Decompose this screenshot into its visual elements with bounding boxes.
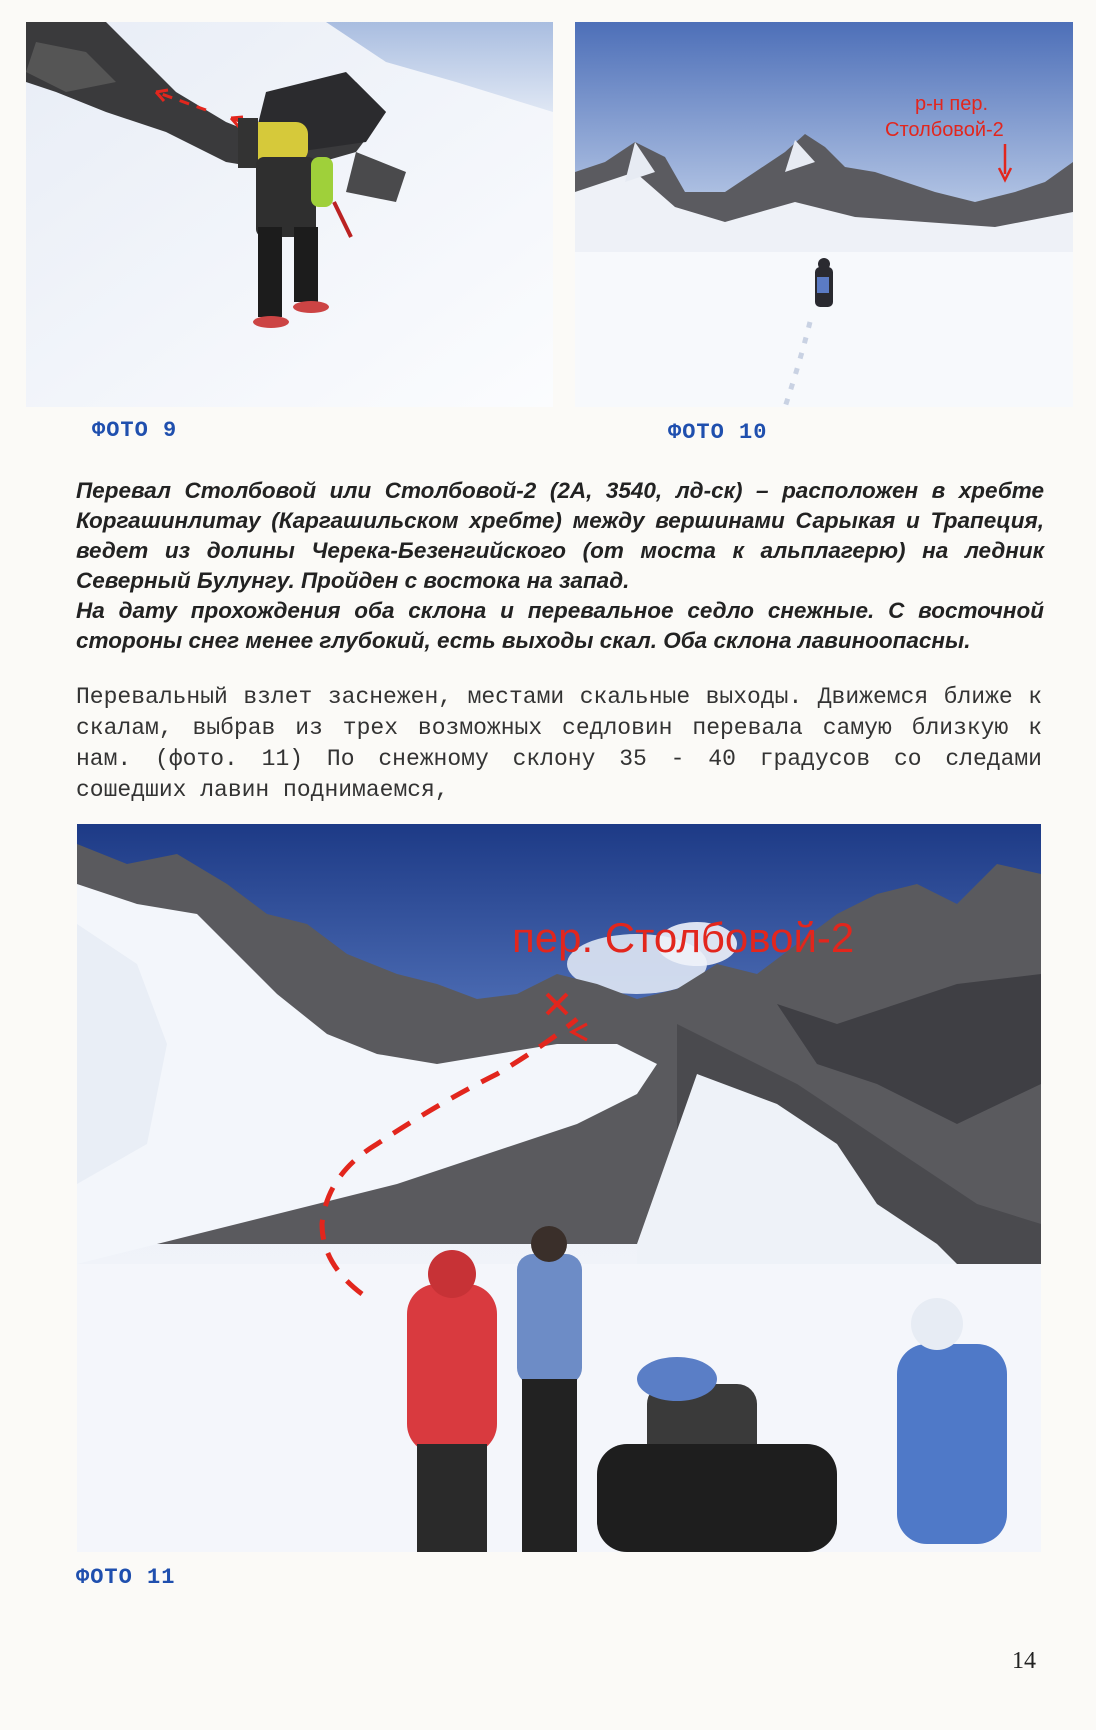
photo-9-caption: ФОТО 9 — [92, 418, 178, 443]
page-number: 14 — [1012, 1648, 1036, 1674]
annotation-pass: пер. Столбовой-2 — [512, 914, 855, 961]
pass-description — [76, 476, 1044, 656]
description-paragraph-2: На дату прохождения оба склона и перевальное седло снежные. С восточной стороны снег менее глубокий, есть выходы скал. Оба склона лавиноопасны. — [76, 598, 1044, 653]
annotation-line1: р-н пер. — [915, 93, 989, 115]
photo-9 — [26, 22, 553, 407]
annotation-line2: Столбовой-2 — [885, 119, 1004, 141]
photo-10 — [575, 22, 1073, 407]
photo-10-caption: ФОТО 10 — [668, 420, 768, 445]
body-text: Перевальный взлет заснежен, местами скальные выходы. Движемся ближе к скалам, выбрав из трех возможных седловин перевала самую близкую к нам. (фото. 11) По снежному склону 35 - 40 градусов со следами сошедших лавин поднимаемся, — [76, 684, 1042, 803]
photo-11-caption: ФОТО 11 — [76, 1565, 176, 1590]
description-paragraph-1: Перевал Столбовой или Столбовой-2 (2А, 3540, лд-ск) – расположен в хребте Коргашинлитау (Каргашильском хребте) между вершинами Сарыкая и Трапеция, ведет из долины Черека-Безенгийского (от моста к альплагерю) на ледник Северный Булунгу. Пройден с востока на запад. — [76, 478, 1044, 593]
photo-11 — [77, 824, 1041, 1552]
